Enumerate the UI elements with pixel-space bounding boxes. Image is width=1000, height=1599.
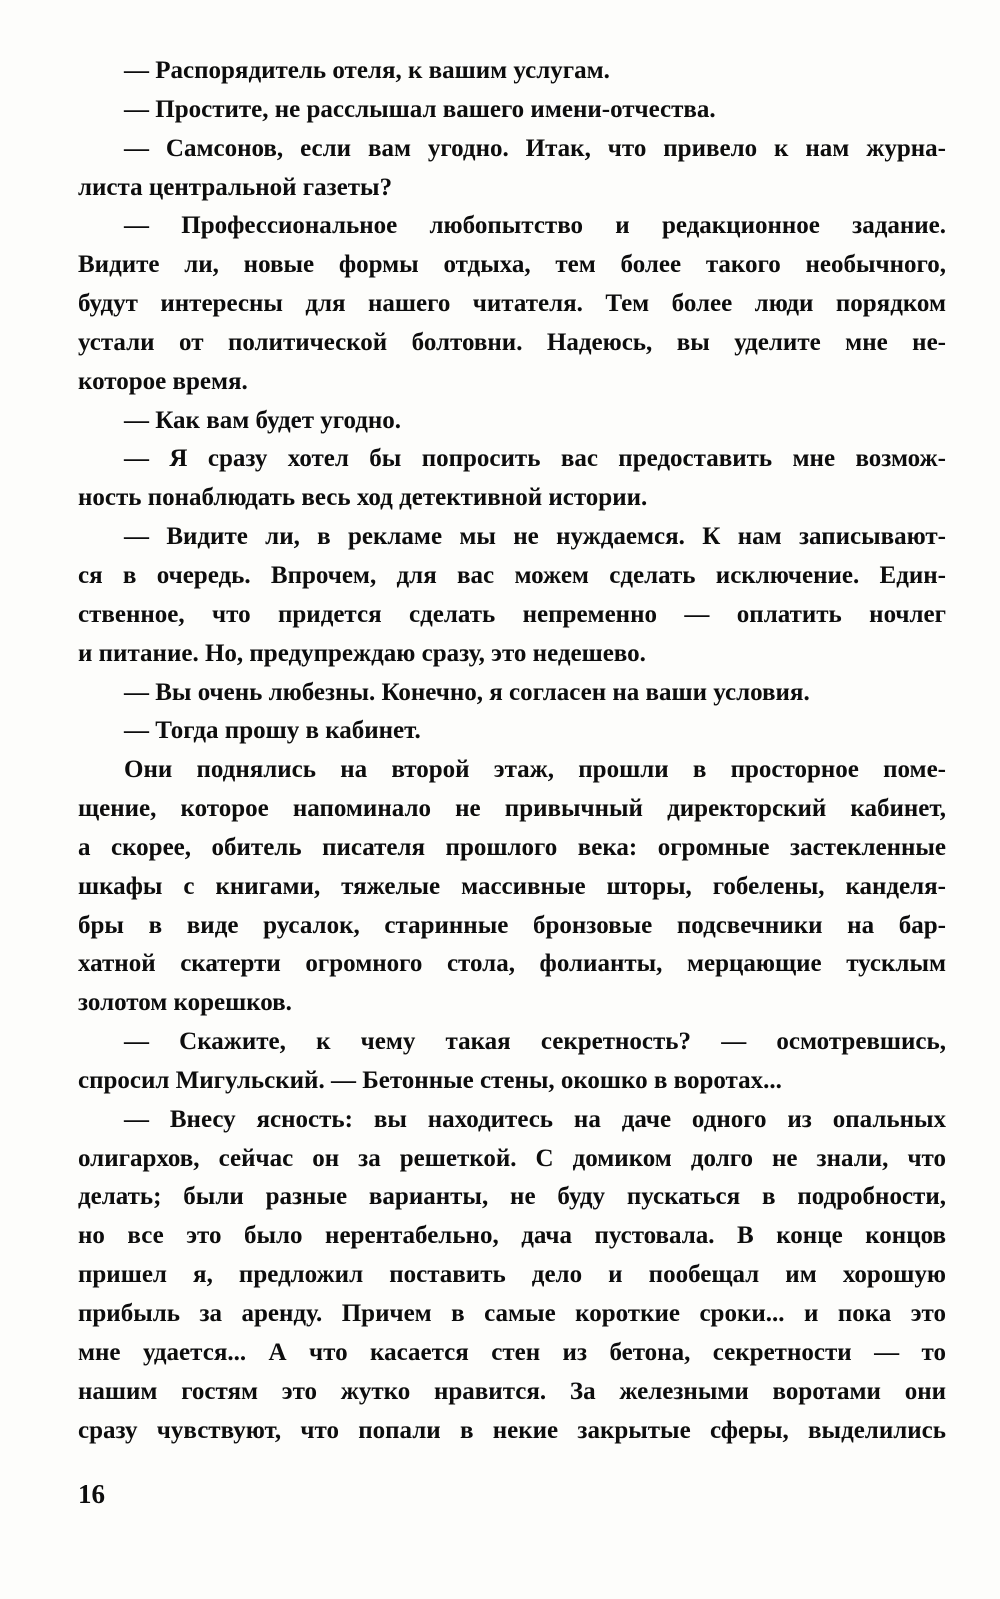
paragraph	[78, 402, 946, 441]
paragraph	[78, 518, 946, 673]
paragraph	[78, 52, 946, 91]
text-line: — Я сразу хотел бы попросить вас предоставить мне возмож-	[124, 445, 946, 473]
text-line: мне удается... А что касается стен из бетона, секретности — то	[78, 1338, 946, 1366]
text-line: листа центральной газеты?	[78, 173, 393, 201]
paragraph	[78, 91, 946, 130]
text-line: ственное, что придется сделать непременно — оплатить ночлег	[78, 600, 946, 628]
text-line: устали от политической болтовни. Надеюсь, вы уделите мне не-	[78, 328, 946, 356]
text-line: — Скажите, к чему такая секретность? — осмотревшись,	[124, 1028, 946, 1056]
text-line: — Тогда прошу в кабинет.	[124, 717, 421, 745]
text-block	[78, 52, 946, 1450]
text-line: — Простите, не расслышал вашего имени-отчества.	[124, 95, 716, 123]
text-line: — Внесу ясность: вы находитесь на даче одного из опальных	[124, 1105, 946, 1133]
text-line: и питание. Но, предупреждаю сразу, это недешево.	[78, 639, 646, 667]
text-line: спросил Мигульский. — Бетонные стены, окошко в воротах...	[78, 1066, 782, 1094]
text-line: которое время.	[78, 367, 248, 395]
text-line: сразу чувствуют, что попали в некие закрытые сферы, выделились	[78, 1416, 946, 1444]
text-line: — Распорядитель отеля, к вашим услугам.	[124, 57, 610, 84]
paragraph	[78, 712, 946, 751]
paragraph	[78, 1101, 946, 1451]
paragraph	[78, 207, 946, 401]
text-line: золотом корешков.	[78, 989, 292, 1017]
text-line: прибыль за аренду. Причем в самые короткие сроки... и пока это	[78, 1300, 946, 1327]
page-number: 16	[78, 1479, 105, 1509]
text-line: шкафы с книгами, тяжелые массивные шторы, гобелены, канделя-	[78, 872, 946, 900]
text-line: — Профессиональное любопытство и редакционное задание.	[124, 212, 946, 240]
text-line: олигархов, сейчас он за решеткой. С домиком долго не знали, что	[78, 1144, 946, 1172]
text-line: ность понаблюдать весь ход детективной истории.	[78, 484, 648, 512]
text-line: Видите ли, новые формы отдыха, тем более такого необычного,	[78, 251, 946, 279]
text-line: — Видите ли, в рекламе мы не нуждаемся. К нам записывают-	[124, 523, 946, 551]
paragraph	[78, 440, 946, 518]
text-line: щение, которое напоминало не привычный директорский кабинет,	[78, 795, 946, 823]
paragraph	[78, 130, 946, 208]
text-line: хатной скатерти огромного стола, фолианты, мерцающие тусклым	[78, 950, 946, 978]
paragraph	[78, 674, 946, 713]
paragraph	[78, 751, 946, 1023]
text-line: бры в виде русалок, старинные бронзовые подсвечники на бар-	[78, 911, 946, 939]
text-line: будут интересны для нашего читателя. Тем более люди порядком	[78, 290, 946, 318]
text-line: — Как вам будет угодно.	[124, 406, 402, 434]
text-line: но все это было нерентабельно, дача пустовала. В конце концов	[78, 1222, 946, 1250]
text-line: — Вы очень любезны. Конечно, я согласен на ваши условия.	[124, 678, 810, 706]
text-line: нашим гостям это жутко нравится. За железными воротами они	[78, 1377, 946, 1405]
text-line: ся в очередь. Впрочем, для вас можем сделать исключение. Един-	[78, 561, 946, 589]
text-line: пришел я, предложил поставить дело и пообещал им хорошую	[78, 1261, 946, 1289]
text-line: а скорее, обитель писателя прошлого века: огромные застекленные	[78, 833, 946, 861]
text-line: Они поднялись на второй этаж, прошли в просторное поме-	[124, 756, 946, 784]
paragraph	[78, 1023, 946, 1101]
text-line: делать; были разные варианты, не буду пускаться в подробности,	[78, 1183, 946, 1211]
text-line: — Самсонов, если вам угодно. Итак, что привело к нам журна-	[124, 134, 946, 162]
